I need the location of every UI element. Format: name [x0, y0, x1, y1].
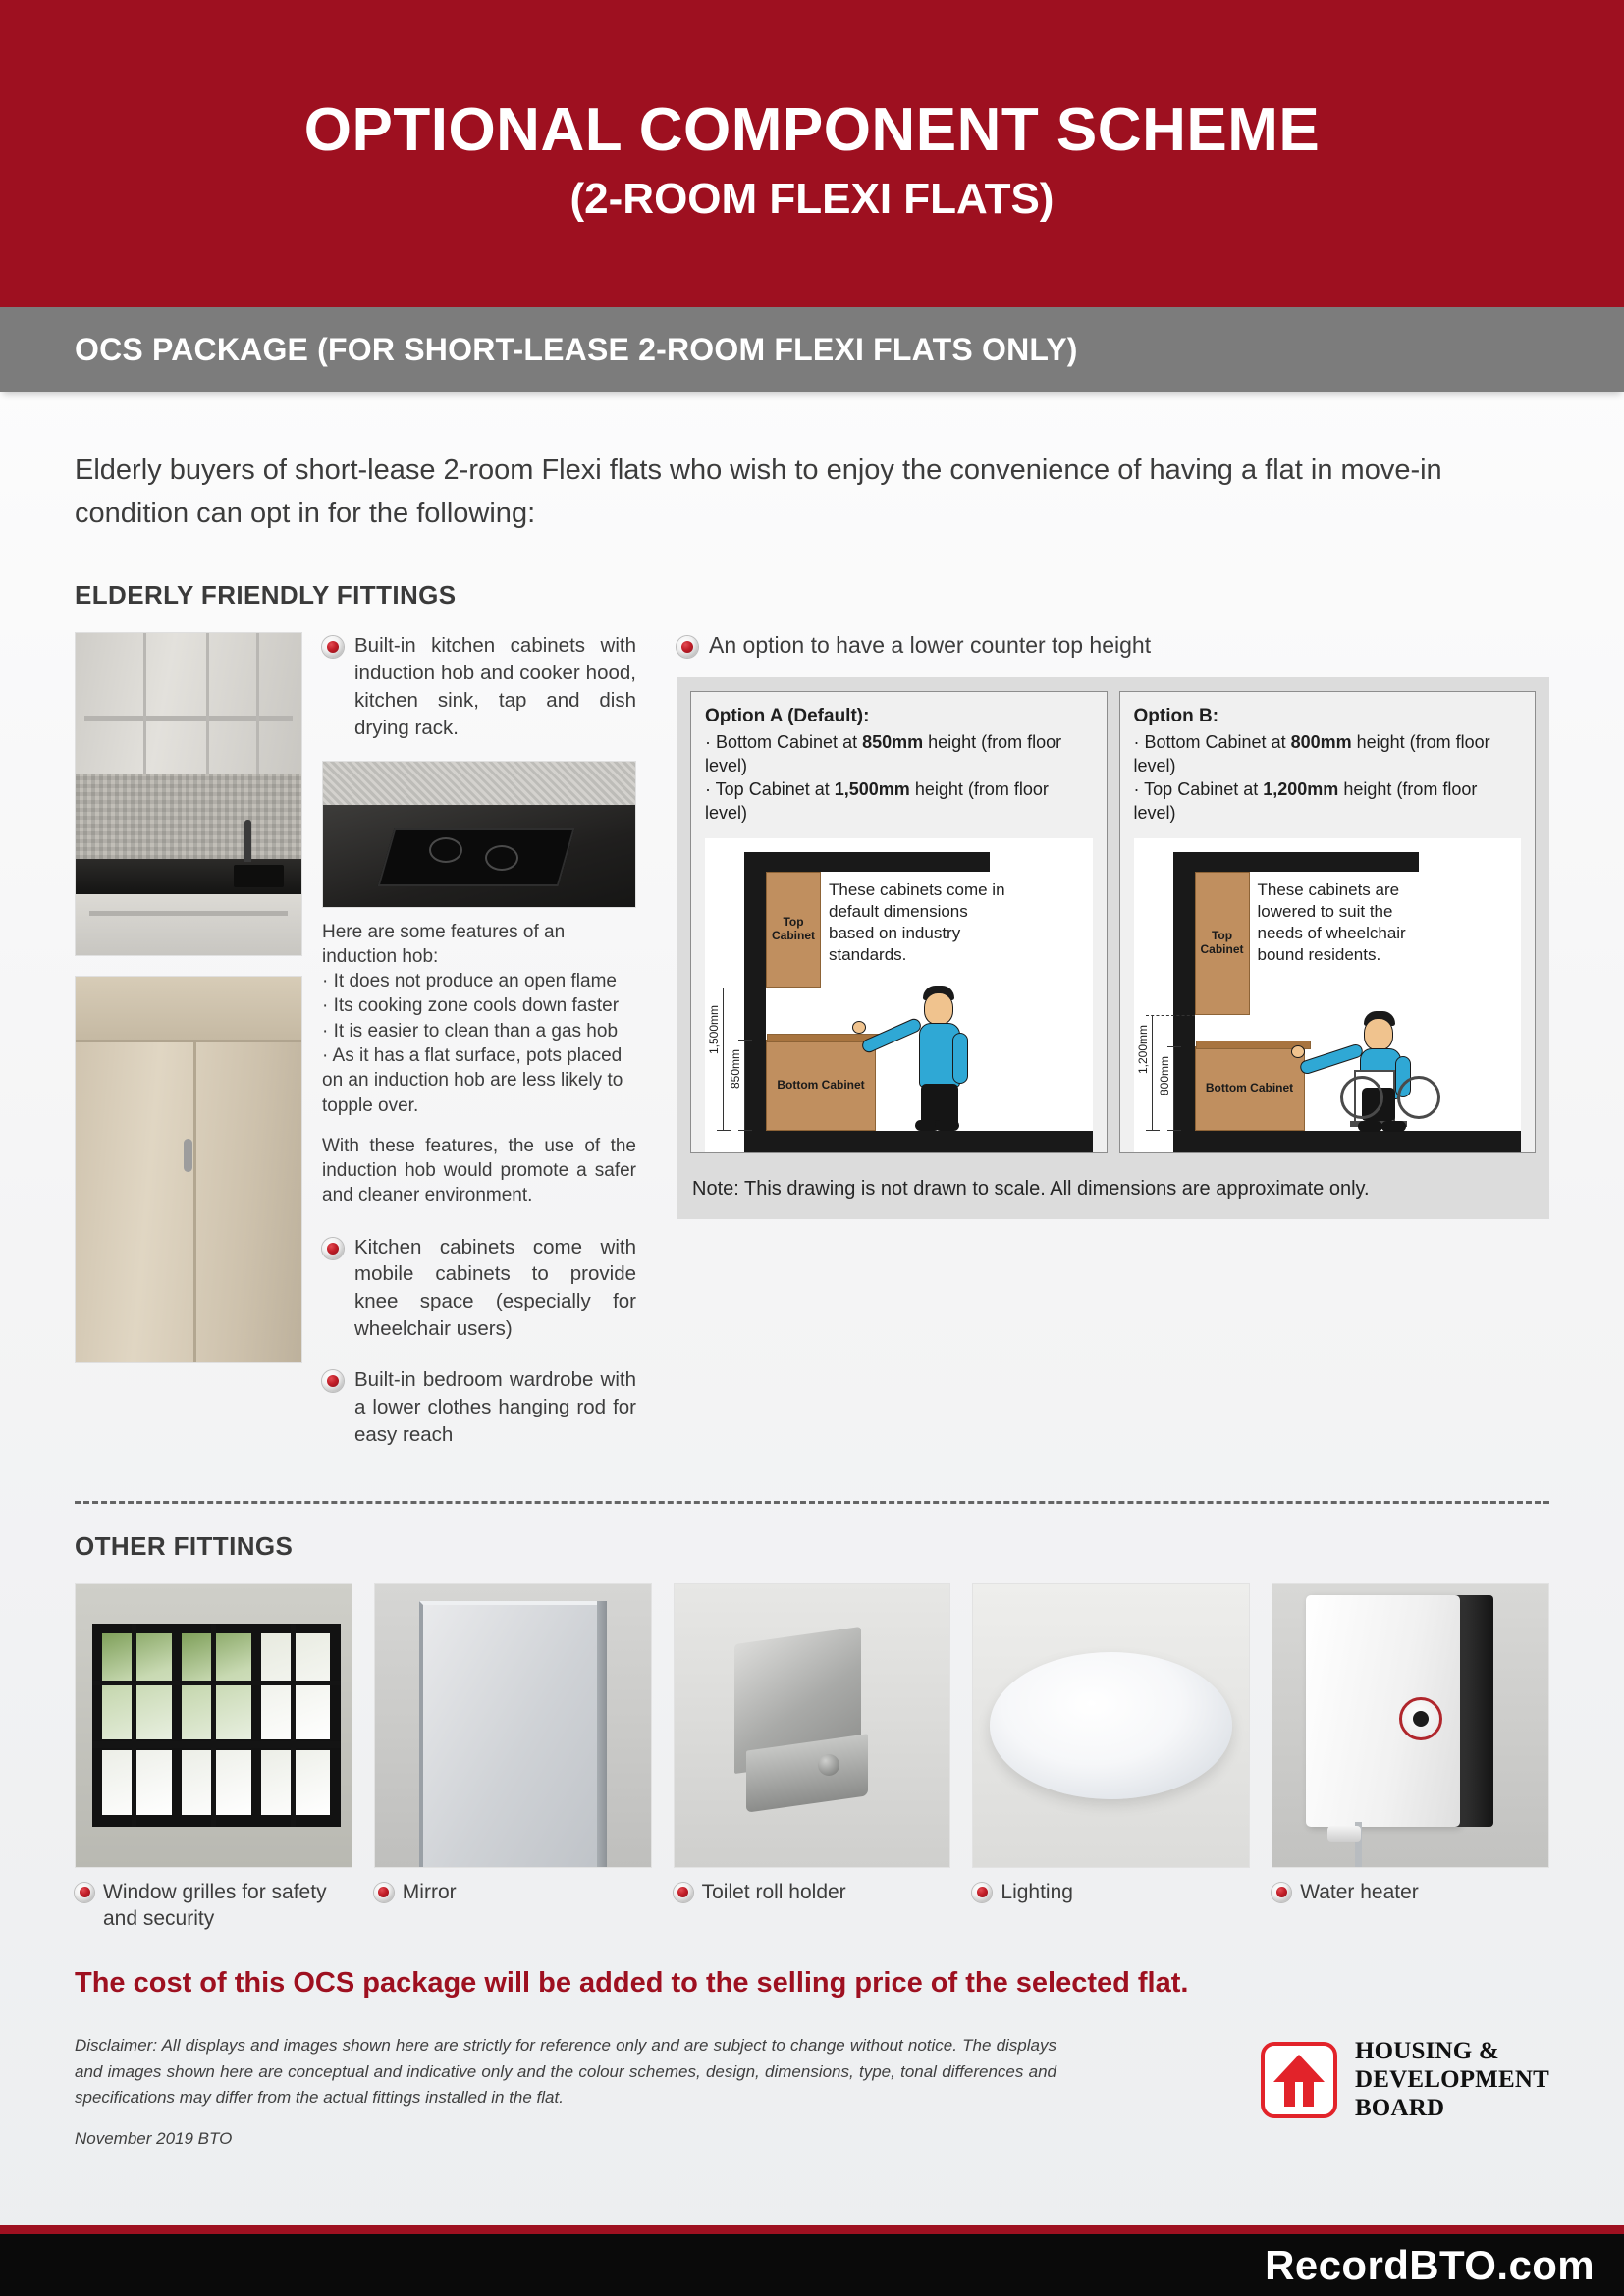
other-fitting-item	[972, 1583, 1250, 1933]
option-a-diagram	[705, 838, 1093, 1152]
section-bar-label: OCS PACKAGE (FOR SHORT-LEASE 2-ROOM FLEXI FLATS ONLY)	[75, 331, 1078, 367]
other-fitting-item	[1272, 1583, 1549, 1933]
option-a-line-1-value: 850mm	[862, 732, 924, 753]
hdb-house-arrow-icon	[1261, 2042, 1337, 2118]
option-a-dim-short: 850mm	[729, 1048, 742, 1089]
other-fitting-caption	[674, 1880, 951, 1906]
bullet-label: Built-in kitchen cabinets with induction hob and cooker hood, kitchen sink, tap and dish drying rack.	[354, 634, 636, 739]
bullet-dot-icon	[972, 1883, 992, 1902]
other-fitting-caption	[374, 1880, 652, 1906]
option-b-bottom-cabinet	[1195, 1046, 1305, 1131]
hob-feature-4: · As it has a flat surface, pots placed on an induction hob are less likely to topple over.	[322, 1044, 623, 1116]
section-bar	[0, 307, 1624, 392]
hdb-logo-line-2: DEVELOPMENT	[1354, 2066, 1549, 2094]
option-b-line-2	[1134, 778, 1522, 826]
option-b-top-cabinet	[1195, 872, 1250, 1015]
option-a-diagram-text: These cabinets come in default dimensions based on industry standards.	[829, 880, 1005, 965]
bullet-dot-icon	[322, 636, 344, 658]
disclaimer-text: Disclaimer: All displays and images shown here are strictly for reference only and are subject to change without notice. The displays and images shown here are conceptual and indicative only and the colour schemes, design, dimensions, type, tonal differences and specifications may differ from the actual fittings installed in the flat.	[75, 2036, 1056, 2108]
option-a-top-cabinet	[766, 872, 821, 988]
option-b-card	[1119, 691, 1537, 1153]
bullet-dot-icon	[677, 636, 698, 658]
other-fitting-item	[374, 1583, 652, 1933]
footer-row	[75, 2033, 1549, 2152]
bottom-brand-bar	[0, 2234, 1624, 2296]
option-b-diagram-text: These cabinets are lowered to suit the needs of wheelchair bound residents.	[1257, 880, 1406, 965]
option-b-line-1-post: height (from floor level)	[1133, 732, 1490, 776]
option-panel	[677, 677, 1549, 1218]
bullet-bedroom-wardrobe	[322, 1366, 636, 1449]
hob-features-block	[322, 920, 636, 1208]
option-a-bottom-cabinet-label: Bottom Cabinet	[777, 1077, 865, 1092]
hob-feature-1: · It does not produce an open flame	[322, 971, 617, 992]
bullet-label: An option to have a lower counter top height	[709, 632, 1152, 659]
bullet-label: Built-in bedroom wardrobe with a lower clothes hanging rod for easy reach	[354, 1368, 636, 1446]
option-a-line-1	[705, 731, 1093, 778]
kitchen-photo	[75, 632, 302, 956]
mirror-photo	[374, 1583, 652, 1868]
intro-paragraph: Elderly buyers of short-lease 2-room Flexi flats who wish to enjoy the convenience of having a flat in move-in condition can opt in for the following:	[75, 454, 1442, 530]
caption-label: Water heater	[1300, 1880, 1419, 1903]
other-fittings-heading: OTHER FITTINGS	[75, 1530, 294, 1561]
hdb-logo-line-3: BOARD	[1354, 2095, 1445, 2122]
bullet-dot-icon	[374, 1883, 394, 1902]
lighting-photo	[972, 1583, 1250, 1868]
option-b-line-1	[1134, 731, 1522, 778]
option-a-title: Option A (Default):	[705, 706, 870, 727]
hob-feature-2: · Its cooking zone cools down faster	[322, 995, 620, 1017]
option-cards	[690, 691, 1536, 1153]
bullet-mobile-cabinets	[322, 1234, 636, 1344]
option-b-line-1-value: 800mm	[1290, 732, 1352, 753]
option-b-bottom-cabinet-label: Bottom Cabinet	[1205, 1081, 1294, 1095]
bullet-kitchen-cabinets	[322, 632, 636, 742]
title-bar	[0, 0, 1624, 307]
cost-statement: The cost of this OCS package will be added to the selling price of the selected flat.	[75, 1967, 1189, 2000]
option-a-line-2-pre: · Top Cabinet at	[705, 779, 835, 800]
option-a-dim-tall: 1,500mm	[707, 1004, 721, 1054]
counter-top-option-column	[677, 632, 1549, 1468]
elderly-photo-column	[75, 632, 302, 1468]
other-fitting-item	[674, 1583, 951, 1933]
option-a-standing-person	[897, 986, 1015, 1131]
option-a-card	[690, 691, 1108, 1153]
page-title: OPTIONAL COMPONENT SCHEME	[303, 95, 1321, 164]
option-a-line-2	[705, 778, 1093, 826]
bullet-dot-icon	[322, 1370, 344, 1392]
bullet-dot-icon	[75, 1883, 94, 1902]
option-a-top-cabinet-label: Top Cabinet	[771, 915, 815, 942]
hdb-logo-text	[1355, 2037, 1549, 2122]
caption-label: Toilet roll holder	[701, 1880, 846, 1903]
brand-watermark: RecordBTO.com	[1265, 2241, 1595, 2288]
option-b-dim-short: 800mm	[1157, 1055, 1171, 1095]
column-spacer	[656, 632, 657, 1468]
page-subtitle: (2-ROOM FLEXI FLATS)	[569, 174, 1055, 223]
bullet-dot-icon	[322, 1238, 344, 1259]
other-fitting-caption	[972, 1880, 1250, 1906]
option-b-title: Option B:	[1133, 706, 1219, 727]
elderly-fittings-grid	[75, 632, 1549, 1468]
publication-date: November 2019 BTO	[75, 2129, 233, 2149]
option-a-line-1-post: height (from floor level)	[705, 732, 1062, 776]
option-a-bottom-cabinet	[766, 1040, 876, 1131]
option-b-line-2-post: height (from floor level)	[1133, 779, 1478, 823]
bullet-lower-counter-top	[677, 632, 1549, 659]
option-b-line-1-pre: · Bottom Cabinet at	[1133, 732, 1291, 753]
hdb-logo	[1261, 2033, 1549, 2122]
bullet-label: Kitchen cabinets come with mobile cabinets to provide knee space (especially for wheelchair users)	[354, 1235, 636, 1341]
hob-conclusion: With these features, the use of the induction hob would promote a safer and cleaner environment.	[322, 1135, 636, 1206]
induction-hob-photo	[322, 761, 636, 908]
wardrobe-photo	[75, 976, 302, 1363]
hdb-logo-line-1: HOUSING &	[1354, 2038, 1499, 2065]
elderly-text-column	[322, 632, 636, 1468]
option-a-line-1-pre: · Bottom Cabinet at	[705, 732, 863, 753]
toilet-roll-holder-photo	[674, 1583, 951, 1868]
disclaimer-block	[75, 2033, 1056, 2152]
elderly-fittings-heading: ELDERLY FRIENDLY FITTINGS	[75, 580, 457, 611]
option-b-wheelchair-person	[1317, 1011, 1454, 1133]
other-fitting-caption	[75, 1880, 352, 1933]
hob-features-intro: Here are some features of an induction hob:	[322, 921, 566, 967]
other-fittings-grid	[75, 1583, 1549, 1933]
body-content	[0, 449, 1624, 2153]
option-b-line-2-pre: · Top Cabinet at	[1133, 779, 1264, 800]
bottom-accent-bar	[0, 2225, 1624, 2234]
option-b-line-2-value: 1,200mm	[1263, 779, 1339, 800]
section-divider	[75, 1501, 1549, 1504]
option-a-line-2-value: 1,500mm	[834, 779, 910, 800]
caption-label: Lighting	[1001, 1880, 1073, 1903]
caption-label: Window grilles for safety and security	[103, 1880, 327, 1930]
bullet-dot-icon	[1272, 1883, 1291, 1902]
option-b-top-cabinet-label: Top Cabinet	[1200, 929, 1244, 956]
window-grille-photo	[75, 1583, 352, 1868]
other-fitting-caption	[1272, 1880, 1549, 1906]
diagram-note: Note: This drawing is not drawn to scale. All dimensions are approximate only.	[690, 1166, 1536, 1205]
caption-label: Mirror	[402, 1880, 457, 1903]
bullet-dot-icon	[674, 1883, 693, 1902]
other-fitting-item	[75, 1583, 352, 1933]
hob-feature-3: · It is easier to clean than a gas hob	[322, 1020, 619, 1041]
water-heater-photo	[1272, 1583, 1549, 1868]
option-b-diagram	[1134, 838, 1522, 1152]
option-a-line-2-post: height (from floor level)	[705, 779, 1049, 823]
option-b-dim-tall: 1,200mm	[1135, 1024, 1150, 1074]
